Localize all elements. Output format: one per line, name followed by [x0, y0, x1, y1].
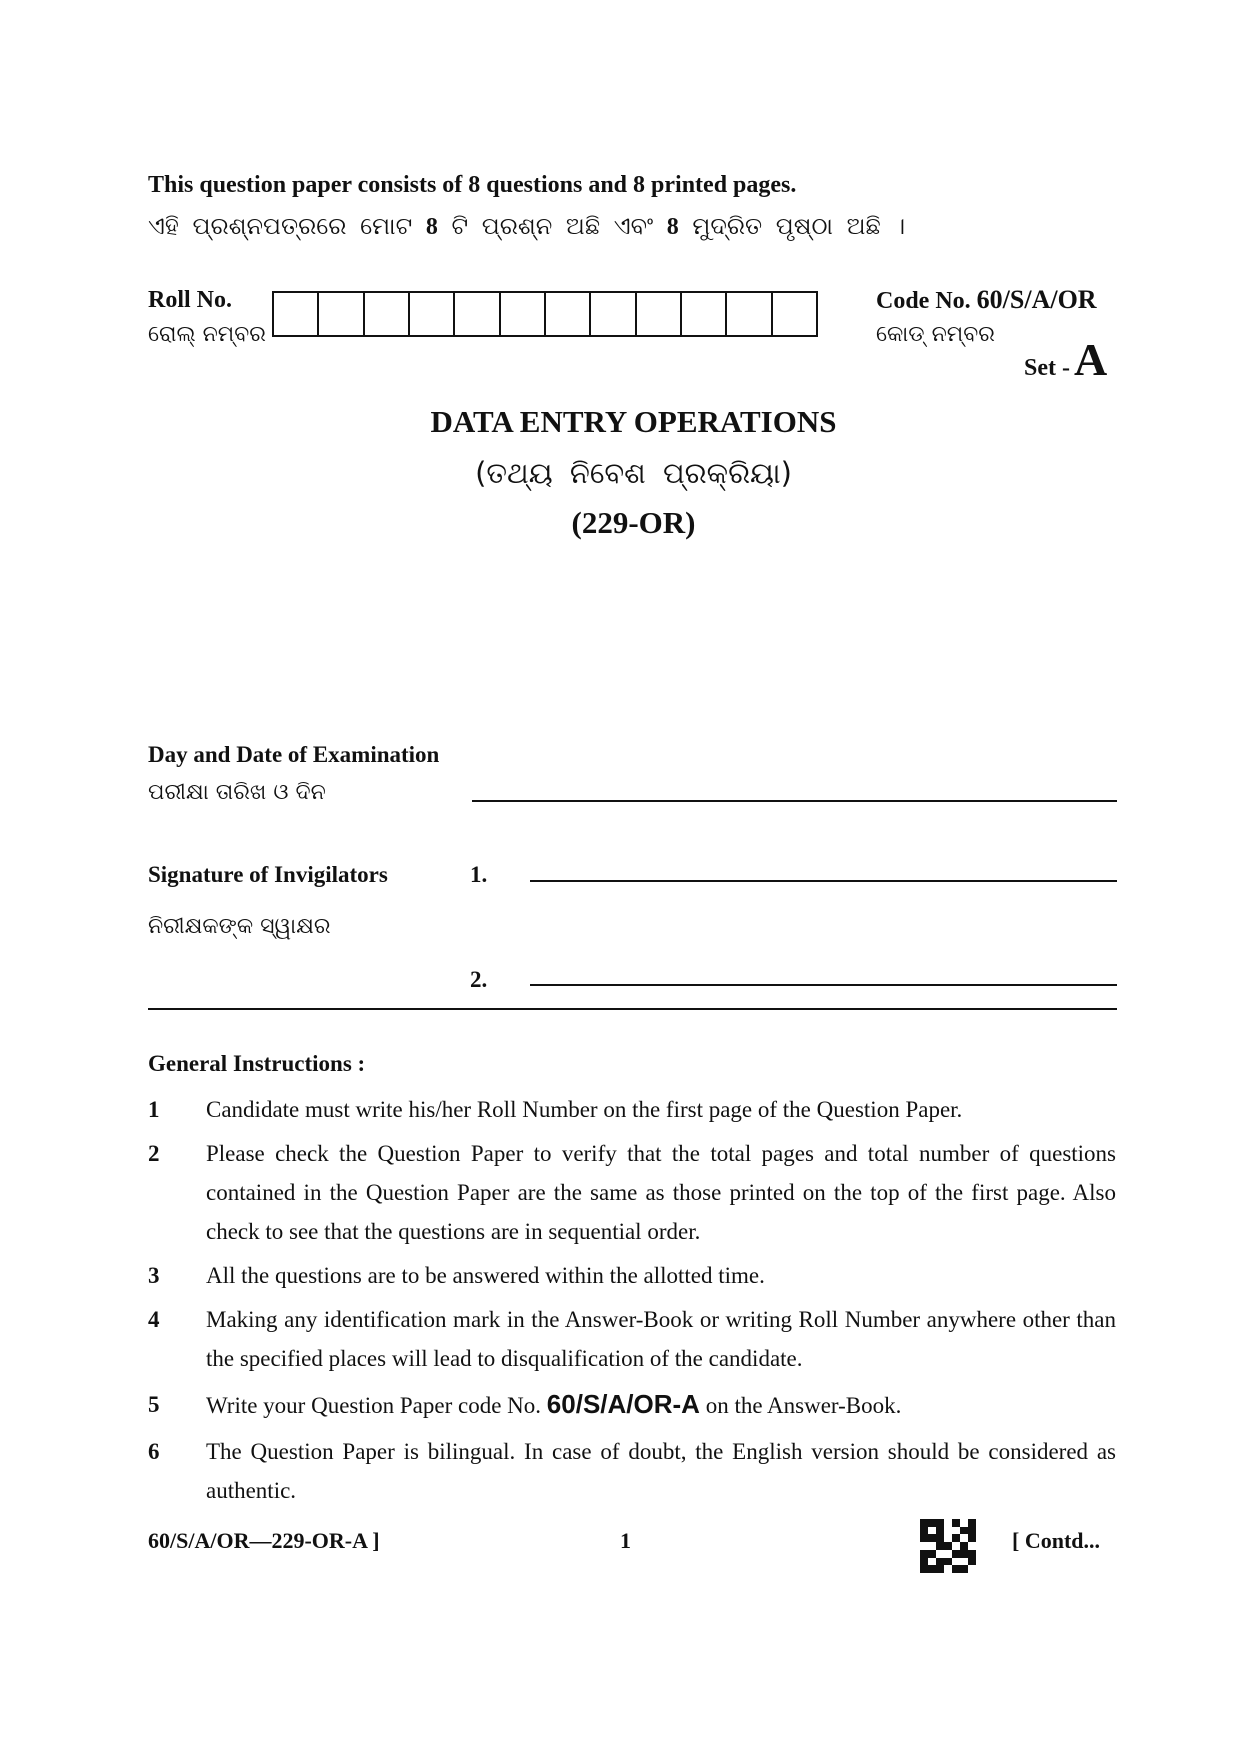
answer-book-code: 60/S/A/OR-A [546, 1389, 700, 1419]
roll-number-cell[interactable] [319, 293, 364, 335]
pages-info-or-part2: ଟି ପ୍ରଶ୍ନ ଅଛି ଏବଂ [451, 212, 654, 240]
instruction-item-1 [148, 1090, 1116, 1129]
exam-date-label-en: Day and Date of Examination [148, 742, 440, 767]
contd-label: [ Contd... [1012, 1528, 1101, 1553]
instruction-item-6 [148, 1432, 1116, 1510]
code-label-en: Code No. [876, 288, 971, 314]
invigilator-num-2: 2. [470, 967, 488, 992]
roll-label-or: ରୋଲ୍ ନମ୍ବର [148, 322, 266, 347]
set-label: Set - [1024, 355, 1070, 381]
instruction-text [206, 1385, 1116, 1425]
subject-title-or: (ତଥ୍ୟ ନିବେଶ ପ୍ରକ୍ରିୟା) [475, 456, 792, 490]
instruction-text: The Question Paper is bilingual. In case of doubt, the English version should be considered as authentic. [206, 1439, 1116, 1503]
pages-info-en: This question paper consists of 8 questions and 8 printed pages. [148, 172, 797, 198]
pages-info-or [148, 212, 905, 241]
roll-label-en: Roll No. [148, 287, 232, 313]
roll-number-cell[interactable] [637, 293, 682, 335]
invigilator-signature-line-2[interactable] [530, 984, 1117, 986]
instruction-text: Candidate must write his/her Roll Number on the first page of the Question Paper. [206, 1097, 963, 1122]
qr-code-icon [920, 1519, 976, 1573]
subject-code: (229-OR) [571, 505, 696, 540]
instruction-text: All the questions are to be answered within the allotted time. [206, 1263, 765, 1288]
pages-info-or-part3: ମୁଦ୍ରିତ ପୃଷ୍ଠା ଅଛି । [692, 212, 906, 240]
subject-title-en: DATA ENTRY OPERATIONS [430, 404, 837, 439]
roll-number-cell[interactable] [501, 293, 546, 335]
instruction-item-3 [148, 1256, 1116, 1295]
roll-number-cell[interactable] [773, 293, 816, 335]
instruction-text-before: Write your Question Paper code No. [206, 1393, 542, 1418]
instruction-item-4 [148, 1300, 1116, 1378]
footer-code: 60/S/A/OR—229-OR-A ] [148, 1528, 380, 1553]
invigilator-label-en: Signature of Invigilators [148, 862, 388, 887]
instruction-num: 5 [148, 1392, 160, 1417]
instruction-text: Please check the Question Paper to verify that the total pages and total number of questions contained in the Question Paper are the same as those printed on the top of the first page. Also check to see that the questions are in sequential order. [206, 1141, 1116, 1244]
code-value: 60/S/A/OR [976, 285, 1097, 314]
instruction-num: 6 [148, 1439, 160, 1464]
instruction-num: 2 [148, 1141, 160, 1166]
invigilator-signature-line-1[interactable] [530, 880, 1117, 882]
page-number: 1 [620, 1528, 631, 1553]
set-value: A [1073, 334, 1108, 385]
instruction-item-2 [148, 1134, 1116, 1251]
instructions-heading: General Instructions : [148, 1051, 366, 1076]
instruction-num: 3 [148, 1263, 160, 1288]
roll-number-cell[interactable] [591, 293, 636, 335]
exam-date-label-or: ପରୀକ୍ଷା ତାରିଖ ଓ ଦିନ [148, 780, 326, 805]
roll-number-cell[interactable] [410, 293, 455, 335]
roll-number-cell[interactable] [727, 293, 772, 335]
instruction-text: Making any identification mark in the Answer-Book or writing Roll Number anywhere other than the specified places will lead to disqualification of the candidate. [206, 1307, 1116, 1371]
roll-number-cell[interactable] [546, 293, 591, 335]
instruction-item-5 [148, 1385, 1116, 1425]
instruction-num: 1 [148, 1097, 160, 1122]
roll-number-cell[interactable] [365, 293, 410, 335]
exam-date-line[interactable] [472, 800, 1117, 802]
code-label-or: କୋଡ୍ ନମ୍ବର [876, 322, 995, 347]
roll-number-cell[interactable] [682, 293, 727, 335]
roll-number-cell[interactable] [274, 293, 319, 335]
code-number [876, 285, 1097, 315]
instruction-num: 4 [148, 1307, 160, 1332]
roll-number-cell[interactable] [455, 293, 500, 335]
instruction-text-after: on the Answer-Book. [705, 1393, 902, 1418]
pages-info-or-part1: ଏହି ପ୍ରଶ୍ନପତ୍ରରେ ମୋଟ [148, 212, 413, 240]
set-indicator [1024, 333, 1107, 386]
invigilator-num-1: 1. [470, 862, 488, 887]
pages-info-or-num2: 8 [666, 214, 679, 240]
roll-number-boxes[interactable] [272, 291, 818, 337]
pages-info-or-num1: 8 [425, 214, 438, 240]
invigilator-label-or: ନିରୀକ୍ଷକଙ୍କ ସ୍ୱାକ୍ଷର [148, 914, 331, 939]
section-divider [148, 1008, 1117, 1010]
